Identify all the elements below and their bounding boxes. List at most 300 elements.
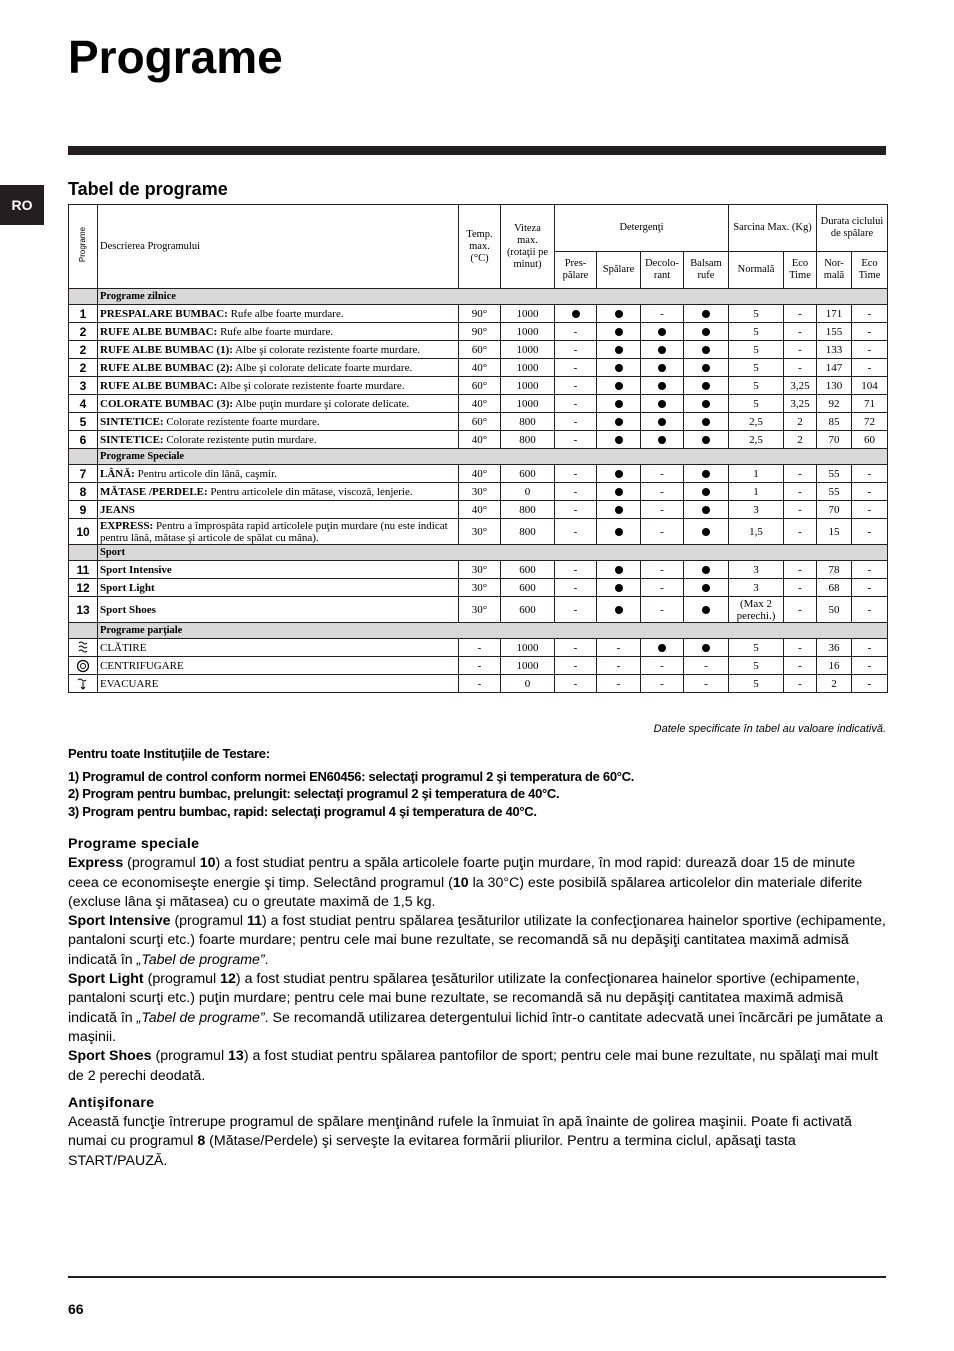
program-description <box>98 675 459 693</box>
table-cell: - <box>784 561 817 579</box>
table-cell: - <box>555 323 597 341</box>
header-prespalare: Pres-pălare <box>555 252 597 289</box>
table-row <box>69 431 888 449</box>
table-cell <box>597 483 641 501</box>
program-detail: Albe şi colorate delicate foarte murdare. <box>232 361 413 374</box>
program-detail: Colorate rezistente putin murdare. <box>163 433 317 446</box>
program-description <box>98 395 459 413</box>
header-balsam: Balsam rufe <box>684 252 729 289</box>
bullet-mark <box>615 346 623 354</box>
table-cell: 1 <box>729 465 784 483</box>
table-cell: - <box>784 639 817 657</box>
program-name: SINTETICE: <box>100 415 164 428</box>
table-cell: - <box>852 579 888 597</box>
table-row <box>69 501 888 519</box>
table-cell <box>684 359 729 377</box>
program-detail: CENTRIFUGARE <box>100 659 184 672</box>
table-cell: - <box>784 579 817 597</box>
program-number: 12 <box>69 579 98 597</box>
table-cell <box>684 561 729 579</box>
table-cell: 1000 <box>501 323 555 341</box>
table-cell <box>597 305 641 323</box>
table-cell: - <box>641 675 684 693</box>
program-name: Sport Shoes <box>68 1048 152 1065</box>
table-cell: 85 <box>817 413 852 431</box>
header-decolorant: Decolo-rant <box>641 252 684 289</box>
table-cell: 60° <box>459 377 501 395</box>
table-cell: 78 <box>817 561 852 579</box>
table-cell: - <box>641 579 684 597</box>
table-row <box>69 395 888 413</box>
table-row <box>69 657 888 675</box>
program-detail: Rufe albe foarte murdare. <box>217 325 334 338</box>
table-cell: - <box>555 341 597 359</box>
header-durata-normala: Nor-mală <box>817 252 852 289</box>
program-name: EXPRESS: <box>100 519 154 532</box>
special-programs-text <box>68 835 886 1171</box>
table-cell: - <box>784 465 817 483</box>
table-cell: 104 <box>852 377 888 395</box>
table-cell: 40° <box>459 359 501 377</box>
table-cell <box>69 545 98 561</box>
table-cell: 15 <box>817 519 852 545</box>
table-cell: 30° <box>459 519 501 545</box>
table-cell: 1000 <box>501 305 555 323</box>
table-cell <box>597 413 641 431</box>
table-cell: 36 <box>817 639 852 657</box>
category-label: Programe zilnice <box>98 289 888 305</box>
table-cell: 155 <box>817 323 852 341</box>
page-title: Programe <box>68 31 283 83</box>
table-row <box>69 359 888 377</box>
table-cell: 2,5 <box>729 431 784 449</box>
spin-icon <box>69 657 98 675</box>
table-cell: 2 <box>817 675 852 693</box>
category-row <box>69 545 888 561</box>
table-cell: 3 <box>729 501 784 519</box>
table-cell: 5 <box>729 639 784 657</box>
table-cell: - <box>597 657 641 675</box>
header-durata-eco: Eco Time <box>852 252 888 289</box>
table-cell: - <box>641 561 684 579</box>
program-description <box>98 519 459 545</box>
program-description <box>98 597 459 623</box>
table-cell: - <box>784 501 817 519</box>
table-cell: - <box>852 597 888 623</box>
table-cell: 800 <box>501 431 555 449</box>
bullet-mark <box>702 470 710 478</box>
table-cell: - <box>555 657 597 675</box>
table-cell: 2 <box>784 413 817 431</box>
sport-light-paragraph: Sport Light (programul 12) a fost studiat pentru spălarea ţesăturilor utilizate la confecţionarea hainelor sportive (echipamente, pantaloni scurţi etc.) puţin murdare; pentru cele mai bune rezultate, se recomandă să nu depăşiţi cantitatea maximă admisă indicată în „Tabel de programe”. Se recomandă utilizarea detergentului lichid într-o cantitate adecvată unei încărcări pe jumătate a maşinii. <box>68 971 883 1045</box>
table-cell <box>641 639 684 657</box>
table-cell: - <box>852 561 888 579</box>
table-cell <box>641 413 684 431</box>
program-description <box>98 377 459 395</box>
table-row <box>69 639 888 657</box>
table-cell <box>69 289 98 305</box>
table-cell: - <box>459 639 501 657</box>
table-row <box>69 519 888 545</box>
program-name: COLORATE BUMBAC (3): <box>100 397 234 410</box>
bullet-mark <box>702 606 710 614</box>
bullet-mark <box>658 328 666 336</box>
program-name: JEANS <box>100 503 135 516</box>
table-cell: 60° <box>459 413 501 431</box>
table-cell: - <box>784 483 817 501</box>
program-description <box>98 341 459 359</box>
table-cell <box>684 413 729 431</box>
table-cell: 55 <box>817 465 852 483</box>
testing-institutions <box>68 745 886 820</box>
program-name: Sport Intensive <box>68 913 171 930</box>
table-cell: 40° <box>459 431 501 449</box>
bullet-mark <box>658 346 666 354</box>
table-cell: - <box>852 465 888 483</box>
table-cell: 60° <box>459 341 501 359</box>
table-cell: - <box>784 323 817 341</box>
bullet-mark <box>615 488 623 496</box>
program-name: RUFE ALBE BUMBAC: <box>100 325 218 338</box>
table-cell: - <box>852 519 888 545</box>
bullet-mark <box>615 566 623 574</box>
table-cell: 1000 <box>501 377 555 395</box>
table-cell: 5 <box>729 377 784 395</box>
table-cell: 5 <box>729 395 784 413</box>
table-cell <box>597 431 641 449</box>
header-rule <box>68 146 886 155</box>
table-cell <box>641 323 684 341</box>
table-cell: - <box>641 597 684 623</box>
indicative-note: Datele specificate în tabel au valoare indicativă. <box>653 723 886 735</box>
table-cell <box>597 377 641 395</box>
table-cell <box>684 305 729 323</box>
table-cell: - <box>555 377 597 395</box>
program-name: LÂNĂ: <box>100 467 135 480</box>
page-number: 66 <box>68 1301 84 1317</box>
table-cell: - <box>852 675 888 693</box>
table-cell <box>555 305 597 323</box>
table-cell: 1000 <box>501 657 555 675</box>
table-cell <box>597 323 641 341</box>
table-cell: 3,25 <box>784 377 817 395</box>
table-cell: 600 <box>501 579 555 597</box>
table-cell: 30° <box>459 597 501 623</box>
program-name: Sport Shoes <box>100 603 156 616</box>
program-detail: Albe şi colorate rezistente foarte murdare. <box>217 379 405 392</box>
bullet-mark <box>702 346 710 354</box>
table-cell: - <box>555 561 597 579</box>
bullet-mark <box>658 644 666 652</box>
program-number: 1 <box>69 305 98 323</box>
table-cell: - <box>852 323 888 341</box>
table-cell: - <box>641 305 684 323</box>
table-cell: - <box>597 675 641 693</box>
table-cell: 50 <box>817 597 852 623</box>
table-cell: 2,5 <box>729 413 784 431</box>
program-name: SINTETICE: <box>100 433 164 446</box>
table-cell: 1000 <box>501 359 555 377</box>
table-cell: - <box>852 501 888 519</box>
table-cell: - <box>459 657 501 675</box>
bullet-mark <box>615 606 623 614</box>
table-cell: - <box>555 465 597 483</box>
table-cell: 70 <box>817 431 852 449</box>
table-cell <box>684 579 729 597</box>
bullet-mark <box>702 436 710 444</box>
bullet-mark <box>702 364 710 372</box>
table-cell: 3 <box>729 579 784 597</box>
table-row <box>69 305 888 323</box>
program-detail: Pentru a împrospăta rapid articolele puţin murdare (nu este indicat pentru lână, mătase şi articole de spălat cu mâna). <box>100 519 448 544</box>
table-cell <box>684 323 729 341</box>
program-name: MĂTASE /PERDELE: <box>100 485 208 498</box>
table-cell: 5 <box>729 305 784 323</box>
bullet-mark <box>658 400 666 408</box>
table-cell <box>69 449 98 465</box>
table-cell: - <box>555 501 597 519</box>
table-cell: - <box>684 675 729 693</box>
header-durata: Durata ciclului de spălare <box>817 205 888 252</box>
table-cell: - <box>555 431 597 449</box>
table-row <box>69 377 888 395</box>
bullet-mark <box>702 506 710 514</box>
program-number: 2 <box>69 341 98 359</box>
antisifonare-paragraph: Această funcţie întrerupe programul de spălare menţinând rufele la înmuiat în apă înainte de golirea maşinii. Poate fi activată numai cu programul 8 (Mătase/Perdele) şi serveşte la evitarea formării pliurilor. Pentru a termina ciclul, apăsaţi tasta START/PAUZĂ. <box>68 1114 852 1169</box>
program-number: 3 <box>69 377 98 395</box>
table-cell: - <box>852 341 888 359</box>
program-number: 2 <box>69 323 98 341</box>
table-cell: 72 <box>852 413 888 431</box>
table-cell <box>684 501 729 519</box>
header-sarcina-normala: Normală <box>729 252 784 289</box>
special-heading: Programe speciale <box>68 836 200 852</box>
table-cell <box>641 341 684 359</box>
table-cell: 800 <box>501 501 555 519</box>
table-cell: 130 <box>817 377 852 395</box>
table-cell: - <box>555 519 597 545</box>
table-cell: 16 <box>817 657 852 675</box>
bullet-mark <box>615 584 623 592</box>
bullet-mark <box>615 400 623 408</box>
table-cell: 5 <box>729 359 784 377</box>
program-detail: EVACUARE <box>100 677 159 690</box>
table-cell: 92 <box>817 395 852 413</box>
table-cell <box>597 341 641 359</box>
table-cell <box>597 561 641 579</box>
bullet-mark <box>658 436 666 444</box>
bullet-mark <box>702 584 710 592</box>
table-cell: 600 <box>501 465 555 483</box>
table-cell <box>684 341 729 359</box>
table-cell: 55 <box>817 483 852 501</box>
table-cell <box>597 519 641 545</box>
table-cell: 147 <box>817 359 852 377</box>
header-viteza: Viteza max. (rotaţii pe minut) <box>501 205 555 289</box>
bullet-mark <box>658 364 666 372</box>
table-cell <box>684 639 729 657</box>
program-description <box>98 465 459 483</box>
header-programe: Programe <box>69 205 98 289</box>
table-cell: - <box>784 597 817 623</box>
table-cell: 1000 <box>501 395 555 413</box>
bullet-mark <box>702 528 710 536</box>
table-cell: 600 <box>501 561 555 579</box>
program-detail: Colorate rezistente foarte murdare. <box>163 415 320 428</box>
program-name: RUFE ALBE BUMBAC (2): <box>100 361 233 374</box>
footer-rule <box>68 1276 886 1278</box>
table-cell: 3 <box>729 561 784 579</box>
express-paragraph: Express (programul 10) a fost studiat pentru a spăla articolele foarte puţin murdare, în mod rapid: durează doar 15 de minute ceea ce economiseşte energie şi timp. Selectând programul (10 la 30°C) este posibilă spălarea articolelor din materiale diferite (excluse lâna şi mătasea) cu o greutate maximă de 1,5 kg. <box>68 855 863 910</box>
bullet-mark <box>572 310 580 318</box>
table-cell: 1000 <box>501 341 555 359</box>
table-row <box>69 341 888 359</box>
table-cell: 133 <box>817 341 852 359</box>
table-cell: 5 <box>729 675 784 693</box>
bullet-mark <box>702 400 710 408</box>
header-detergenti: Detergenţi <box>555 205 729 252</box>
sport-intensive-paragraph: Sport Intensive (programul 11) a fost studiat pentru spălarea ţesăturilor utilizate la confecţionarea hainelor sportive (echipamente, pantaloni scurţi etc.) foarte murdare; pentru cele mai bune rezultate, se recomandă să nu depăşiţi cantitatea maximă admisă indicată în „Tabel de programe”. <box>68 913 886 968</box>
testing-item: 2) Program pentru bumbac, prelungit: selectaţi programul 2 şi temperatura de 40°C. <box>68 786 560 801</box>
table-cell <box>69 623 98 639</box>
table-cell: - <box>852 483 888 501</box>
bullet-mark <box>702 644 710 652</box>
table-cell: - <box>684 657 729 675</box>
table-cell: - <box>641 483 684 501</box>
table-cell: 30° <box>459 579 501 597</box>
table-cell: - <box>784 657 817 675</box>
table-cell <box>641 377 684 395</box>
table-cell: 1 <box>729 483 784 501</box>
program-detail: Pentru articolele din mătase, viscoză, lenjerie. <box>207 485 413 498</box>
bullet-mark <box>615 382 623 390</box>
table-row <box>69 561 888 579</box>
program-description <box>98 501 459 519</box>
bullet-mark <box>702 418 710 426</box>
sport-shoes-paragraph: Sport Shoes (programul 13) a fost studiat pentru spălarea pantofilor de sport; pentru cele mai bune rezultate, nu spălaţi mai mult de 2 perechi deodată. <box>68 1048 878 1084</box>
table-cell: - <box>555 413 597 431</box>
category-label: Programe Speciale <box>98 449 888 465</box>
bullet-mark <box>615 328 623 336</box>
bullet-mark <box>702 566 710 574</box>
category-row <box>69 623 888 639</box>
table-row <box>69 483 888 501</box>
bullet-mark <box>615 310 623 318</box>
table-cell <box>684 519 729 545</box>
table-cell: - <box>641 519 684 545</box>
program-description <box>98 359 459 377</box>
table-cell <box>597 465 641 483</box>
table-cell: - <box>555 395 597 413</box>
bullet-mark <box>702 382 710 390</box>
table-row <box>69 597 888 623</box>
table-cell: 30° <box>459 483 501 501</box>
table-cell <box>597 597 641 623</box>
table-cell <box>684 431 729 449</box>
bullet-mark <box>615 364 623 372</box>
table-cell: - <box>852 359 888 377</box>
table-cell: - <box>641 501 684 519</box>
header-sarcina: Sarcina Max. (Kg) <box>729 205 817 252</box>
table-cell: - <box>784 359 817 377</box>
table-cell: 2 <box>784 431 817 449</box>
table-cell: 40° <box>459 501 501 519</box>
header-descriere: Descrierea Programului <box>98 205 459 289</box>
program-name: RUFE ALBE BUMBAC (1): <box>100 343 233 356</box>
table-cell: 5 <box>729 341 784 359</box>
drain-icon <box>69 675 98 693</box>
program-description <box>98 579 459 597</box>
program-description <box>98 431 459 449</box>
program-detail: Albe şi colorate rezistente foarte murdare. <box>232 343 421 356</box>
antisifonare-heading: Antişifonare <box>68 1094 155 1111</box>
program-name: PRESPALARE BUMBAC: <box>100 307 228 320</box>
table-cell <box>641 395 684 413</box>
table-row <box>69 413 888 431</box>
table-cell: 90° <box>459 323 501 341</box>
program-detail: Albe puţin murdare şi colorate delicate. <box>233 397 410 410</box>
program-description <box>98 413 459 431</box>
table-row <box>69 323 888 341</box>
table-cell: - <box>641 465 684 483</box>
table-cell: - <box>555 597 597 623</box>
rinse-icon <box>69 639 98 657</box>
bullet-mark <box>615 506 623 514</box>
table-cell <box>641 431 684 449</box>
program-number: 10 <box>69 519 98 545</box>
bullet-mark <box>615 418 623 426</box>
table-cell: 30° <box>459 561 501 579</box>
program-detail: CLĂTIRE <box>100 641 147 654</box>
table-cell <box>597 579 641 597</box>
table-row <box>69 579 888 597</box>
table-cell: - <box>597 639 641 657</box>
table-cell: 90° <box>459 305 501 323</box>
table-cell: - <box>784 519 817 545</box>
table-cell: 171 <box>817 305 852 323</box>
program-number: 6 <box>69 431 98 449</box>
program-number: 7 <box>69 465 98 483</box>
program-detail: Rufe albe foarte murdare. <box>227 307 344 320</box>
table-cell: 70 <box>817 501 852 519</box>
program-number: 13 <box>69 597 98 623</box>
program-number: 5 <box>69 413 98 431</box>
program-number: 9 <box>69 501 98 519</box>
bullet-mark <box>702 328 710 336</box>
table-cell: - <box>555 359 597 377</box>
program-name: Express <box>68 855 124 872</box>
program-description <box>98 483 459 501</box>
table-cell: (Max 2 perechi.) <box>729 597 784 623</box>
testing-heading: Pentru toate Instituţiile de Testare: <box>68 746 270 761</box>
header-temp: Temp. max. (°C) <box>459 205 501 289</box>
category-row <box>69 289 888 305</box>
program-description <box>98 639 459 657</box>
header-spalare: Spălare <box>597 252 641 289</box>
category-row <box>69 449 888 465</box>
category-label: Sport <box>98 545 888 561</box>
bullet-mark <box>615 470 623 478</box>
bullet-mark <box>658 418 666 426</box>
table-cell: - <box>555 483 597 501</box>
table-cell: - <box>784 675 817 693</box>
table-cell <box>641 359 684 377</box>
bullet-mark <box>615 528 623 536</box>
table-cell: 60 <box>852 431 888 449</box>
program-number: 4 <box>69 395 98 413</box>
program-table <box>68 204 888 693</box>
table-cell: - <box>784 305 817 323</box>
